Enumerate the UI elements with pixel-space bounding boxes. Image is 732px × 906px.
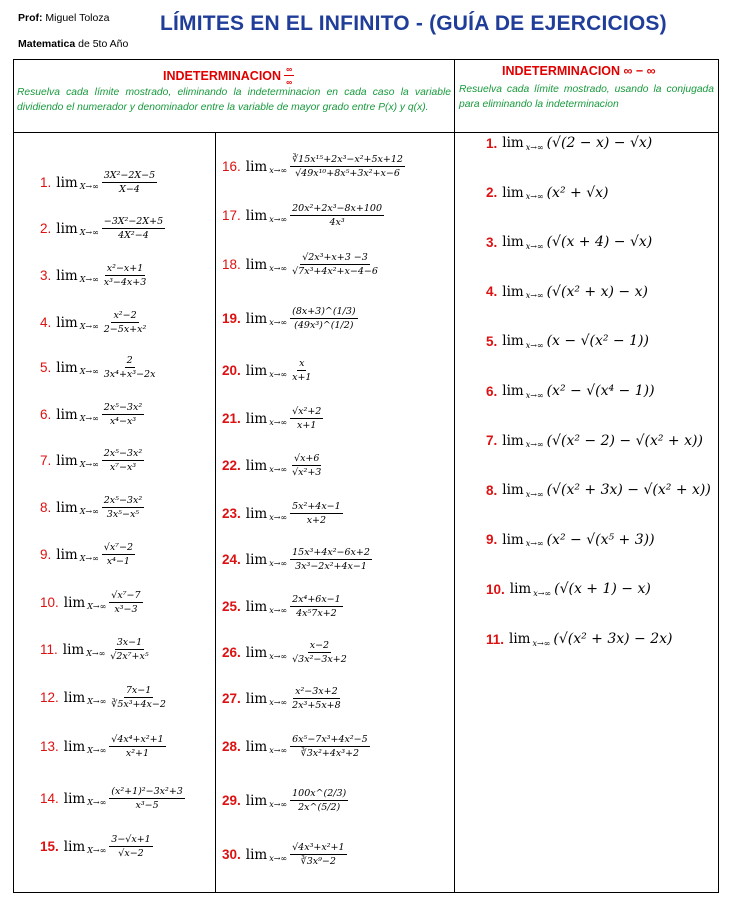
denominator: x+1 — [292, 372, 312, 383]
limit-operator: lim — [56, 267, 78, 284]
exercise-item — [222, 842, 347, 867]
numerator: (8x+3)^(1/3) — [292, 306, 356, 317]
fraction — [109, 734, 165, 759]
column-divider — [454, 59, 455, 893]
infinity-fraction — [284, 64, 294, 87]
exercise-number: 30. — [222, 847, 241, 862]
limit-subscript: X→∞ — [79, 367, 99, 376]
prof-label: Prof: — [18, 12, 43, 24]
numerator: √x⁷−7 — [111, 590, 141, 601]
course-rest: de 5to Año — [78, 38, 129, 50]
exercise-number: 25. — [222, 599, 241, 614]
limit-operator: lim — [245, 792, 268, 809]
limit-subscript: x→∞ — [525, 340, 544, 350]
fraction — [108, 637, 150, 662]
fraction — [102, 495, 144, 520]
denominator: x²+1 — [125, 748, 150, 759]
exercise-number: 3. — [40, 268, 52, 283]
denominator: ∛3x⁹−2 — [300, 856, 336, 867]
limit-subscript: x→∞ — [269, 606, 288, 615]
numerator: ∛15x¹⁵+2x³−x²+5x+12 — [292, 154, 403, 165]
numerator: √x⁷−2 — [103, 542, 133, 553]
limit-operator: lim — [245, 362, 268, 379]
exercise-item — [486, 383, 655, 399]
limit-operator: lim — [502, 333, 524, 350]
fraction — [102, 170, 157, 195]
exercise-number: 29. — [222, 793, 241, 808]
numerator: x²−2 — [113, 310, 137, 321]
exercise-item — [40, 590, 143, 615]
course-line — [18, 38, 128, 50]
numerator: 15x³+4x²−6x+2 — [292, 547, 370, 558]
exercise-number: 10. — [486, 581, 505, 597]
limit-operator: lim — [56, 359, 78, 376]
exercise-item — [222, 453, 323, 478]
exercise-number: 2. — [40, 221, 52, 236]
fraction — [290, 594, 343, 619]
fraction — [290, 734, 370, 759]
numerator: 20x²+2x³−8x+100 — [292, 203, 382, 214]
limit-operator: lim — [63, 790, 86, 807]
limit-operator: lim — [502, 234, 524, 251]
limit-subscript: x→∞ — [269, 698, 288, 707]
right-instructions: Resuelva cada límite mostrado, usando la conjugada para eliminando la indeterminacion — [459, 84, 714, 110]
limit-operator: lim — [245, 551, 268, 568]
exercise-item — [40, 542, 135, 567]
limit-subscript: x→∞ — [269, 465, 288, 474]
limit-operator: lim — [509, 631, 531, 647]
exercise-item — [40, 734, 166, 759]
limit-operator: lim — [245, 690, 268, 707]
limit-expression: (√(x² + 3x) − 2x) — [553, 631, 673, 647]
exercise-item — [40, 495, 144, 520]
limit-operator: lim — [63, 838, 86, 855]
numerator: 3−√x+1 — [111, 834, 151, 845]
limit-subscript: x→∞ — [525, 241, 544, 251]
exercise-number: 15. — [40, 839, 59, 854]
limit-subscript: x→∞ — [269, 370, 288, 379]
limit-operator: lim — [56, 220, 78, 237]
limit-subscript: x→∞ — [525, 390, 544, 400]
exercise-number: 11. — [40, 642, 58, 657]
limit-subscript: x→∞ — [533, 588, 552, 598]
denominator: x+1 — [297, 420, 317, 431]
limit-operator: lim — [502, 482, 524, 499]
exercise-number: 22. — [222, 458, 241, 473]
limit-operator: lim — [502, 432, 524, 449]
limit-operator: lim — [502, 383, 524, 399]
fraction — [109, 685, 168, 710]
exercise-number: 23. — [222, 506, 241, 521]
denominator: √x²+3 — [292, 467, 322, 478]
limit-operator: lim — [245, 410, 268, 427]
fraction — [290, 640, 349, 665]
denominator: (49x³)^(1/2) — [294, 320, 354, 331]
exercise-item — [486, 581, 651, 597]
exercise-number: 26. — [222, 645, 241, 660]
exercise-number: 9. — [40, 547, 52, 562]
limit-operator: lim — [62, 641, 85, 658]
left-instructions: Resuelva cada límite mostrado, eliminando la indeterminacion en cada caso la variable dividiendo el numerador y denominador entre la variable de mayor grado entre P(x) y q(x). — [17, 87, 451, 113]
exercise-number: 14. — [40, 791, 59, 806]
numerator: 2x⁵−3x² — [103, 448, 143, 459]
denominator: x⁷−x³ — [109, 462, 137, 473]
exercise-number: 28. — [222, 739, 241, 754]
limit-expression: (x² − √(x⁵ + 3)) — [546, 531, 655, 548]
exercise-item — [222, 203, 384, 228]
exercise-item — [40, 448, 144, 473]
fraction — [290, 306, 357, 331]
exercise-item — [486, 532, 655, 548]
exercise-number: 7. — [486, 433, 498, 449]
exercise-item — [222, 594, 343, 619]
denominator: √7x³+4x²+x−4−6 — [292, 266, 378, 277]
limit-subscript: X→∞ — [86, 649, 106, 658]
exercise-number: 4. — [40, 315, 52, 330]
limit-subscript: X→∞ — [79, 322, 99, 331]
column-divider — [215, 132, 216, 893]
denominator: √x−2 — [118, 848, 144, 859]
exercise-item — [222, 686, 343, 711]
numerator: x−2 — [309, 640, 330, 651]
exercise-number: 5. — [40, 360, 52, 375]
limit-expression: (√(x² + 3x) − √(x² + x)) — [546, 482, 711, 499]
limit-operator: lim — [245, 738, 268, 755]
exercise-number: 7. — [40, 453, 52, 468]
exercise-number: 12. — [40, 690, 59, 705]
denominator: 4x⁵7x+2 — [296, 608, 337, 619]
numerator: 2 — [126, 355, 133, 366]
exercise-number: 13. — [40, 739, 59, 754]
exercise-item — [486, 433, 703, 449]
denominator: 2x^(5/2) — [298, 802, 341, 813]
denominator: x³−4x+3 — [103, 277, 147, 288]
limit-subscript: X→∞ — [79, 228, 99, 237]
limit-operator: lim — [56, 546, 78, 563]
fraction — [109, 590, 142, 615]
limit-operator: lim — [245, 457, 268, 474]
exercise-number: 27. — [222, 691, 241, 706]
denominator: √3x²−3x+2 — [292, 654, 347, 665]
left-section-heading — [163, 64, 294, 87]
limit-expression: (√(x² + x) − x) — [546, 283, 648, 300]
fraction — [290, 203, 384, 228]
denominator: 2−5x+x² — [103, 324, 147, 335]
fraction — [102, 542, 135, 567]
exercise-item — [40, 170, 157, 195]
numerator: 2x⁵−3x² — [103, 495, 143, 506]
fraction — [102, 448, 144, 473]
limit-subscript: x→∞ — [269, 264, 288, 273]
limit-subscript: x→∞ — [269, 746, 288, 755]
fraction — [109, 786, 185, 811]
numerator: √4x⁴+x²+1 — [111, 734, 164, 745]
limit-subscript: x→∞ — [525, 142, 544, 152]
exercise-number: 17. — [222, 208, 241, 223]
exercise-number: 20. — [222, 363, 241, 378]
limit-operator: lim — [245, 505, 268, 522]
fraction — [102, 402, 144, 427]
heading-den: ∞ — [286, 77, 293, 87]
exercise-number: 9. — [486, 532, 498, 548]
limit-operator: lim — [63, 594, 86, 611]
limit-subscript: x→∞ — [269, 215, 288, 224]
numerator: 3X²−2X−5 — [103, 170, 156, 181]
exercise-number: 5. — [486, 333, 498, 349]
numerator: x²−3x+2 — [295, 686, 338, 697]
fraction — [102, 310, 149, 335]
numerator: (x²+1)²−3x²+3 — [111, 786, 183, 797]
denominator: √2x⁷+x⁵ — [110, 651, 149, 662]
exercise-item — [40, 834, 153, 859]
fraction — [290, 547, 372, 572]
fraction — [102, 216, 165, 241]
denominator: 2x³+5x+8 — [292, 700, 341, 711]
exercise-item — [222, 734, 370, 759]
exercise-item — [40, 637, 151, 662]
limit-operator: lim — [245, 598, 268, 615]
page-title: LÍMITES EN EL INFINITO - (GUÍA DE EJERCICIOS) — [160, 12, 667, 35]
exercise-number: 18. — [222, 257, 241, 272]
fraction — [290, 252, 380, 277]
limit-expression: (√(x + 1) − x) — [554, 581, 651, 598]
exercise-number: 8. — [486, 482, 498, 498]
denominator: 3x⁵−x⁵ — [106, 509, 140, 520]
denominator: 3x³−2x²+4x−1 — [295, 561, 367, 572]
limit-subscript: x→∞ — [269, 652, 288, 661]
exercise-item — [222, 154, 405, 179]
limit-expression: (√(x + 4) − √x) — [546, 234, 653, 251]
exercise-item — [222, 501, 343, 526]
exercise-number: 10. — [40, 595, 59, 610]
numerator: √4x³+x²+1 — [292, 842, 345, 853]
limit-subscript: x→∞ — [525, 291, 544, 301]
exercise-item — [486, 482, 711, 498]
denominator: 3x⁴+x³−2x — [103, 369, 156, 380]
exercise-number: 21. — [222, 411, 241, 426]
fraction — [290, 842, 346, 867]
denominator: 4X²−4 — [118, 230, 149, 241]
denominator: x³−3 — [114, 604, 138, 615]
limit-operator: lim — [56, 452, 78, 469]
limit-operator: lim — [245, 207, 268, 224]
exercise-number: 24. — [222, 552, 241, 567]
exercise-item — [40, 786, 185, 811]
exercise-item — [40, 685, 168, 710]
limit-subscript: X→∞ — [79, 275, 99, 284]
limit-operator: lim — [56, 174, 78, 191]
exercise-number: 6. — [486, 383, 498, 399]
limit-subscript: x→∞ — [525, 489, 544, 499]
limit-operator: lim — [245, 256, 268, 273]
exercise-number: 1. — [486, 135, 498, 151]
denominator: √49x¹⁰+8x⁵+3x²+x−6 — [295, 168, 400, 179]
teacher-line — [18, 12, 109, 24]
exercise-item — [222, 547, 372, 572]
limit-subscript: X→∞ — [87, 697, 107, 706]
denominator: x+2 — [306, 515, 327, 526]
denominator: ∛5x³+4x−2 — [111, 699, 166, 710]
limit-subscript: x→∞ — [525, 539, 544, 549]
limit-subscript: x→∞ — [525, 440, 544, 450]
heading-num: ∞ — [286, 64, 293, 74]
limit-expression: (x² − √(x⁴ − 1)) — [546, 383, 655, 399]
fraction — [290, 453, 323, 478]
numerator: 2x⁵−3x² — [103, 402, 143, 413]
exercise-item — [40, 310, 148, 335]
fraction — [102, 355, 158, 380]
numerator: 100x^(2/3) — [292, 788, 347, 799]
exercise-number: 3. — [486, 234, 498, 250]
limit-expression: (√(x² − 2) − √(x² + x)) — [546, 432, 703, 449]
denominator: ∛3x²+4x³+2 — [300, 748, 360, 759]
numerator: √x²+2 — [292, 406, 322, 417]
limit-operator: lim — [63, 689, 86, 706]
limit-operator: lim — [502, 184, 524, 201]
limit-operator: lim — [56, 406, 78, 423]
fraction — [290, 686, 343, 711]
left-heading-text: INDETERMINACION — [163, 68, 282, 83]
exercise-number: 11. — [486, 631, 505, 647]
exercise-item — [40, 355, 157, 380]
exercise-item — [222, 788, 348, 813]
prof-name: Miguel Toloza — [45, 12, 110, 24]
limit-operator: lim — [63, 738, 86, 755]
exercise-item — [40, 216, 165, 241]
right-section-heading: INDETERMINACION ∞ − ∞ — [502, 64, 656, 78]
limit-subscript: X→∞ — [79, 182, 99, 191]
fraction — [290, 154, 405, 179]
limit-subscript: X→∞ — [87, 746, 107, 755]
limit-operator: lim — [502, 283, 524, 300]
numerator: x — [299, 358, 305, 369]
limit-expression: (√(2 − x) − √x) — [546, 135, 653, 151]
limit-subscript: x→∞ — [525, 192, 544, 202]
exercise-number: 4. — [486, 284, 498, 300]
numerator: 5x²+4x−1 — [292, 501, 341, 512]
denominator: x⁴−x³ — [109, 416, 137, 427]
fraction — [290, 406, 323, 431]
course-label: Matematica — [18, 38, 76, 50]
fraction — [290, 501, 343, 526]
limit-subscript: x→∞ — [269, 318, 288, 327]
limit-subscript: x→∞ — [269, 418, 288, 427]
exercise-number: 8. — [40, 500, 52, 515]
limit-subscript: x→∞ — [532, 638, 551, 648]
limit-expression: (x² + √x) — [546, 184, 609, 201]
limit-subscript: X→∞ — [79, 460, 99, 469]
exercise-item — [222, 306, 358, 331]
limit-operator: lim — [245, 310, 268, 327]
limit-operator: lim — [56, 314, 78, 331]
exercise-number: 19. — [222, 311, 241, 326]
exercise-item — [40, 402, 144, 427]
limit-subscript: X→∞ — [87, 846, 107, 855]
exercise-item — [486, 284, 648, 300]
exercise-number: 1. — [40, 175, 52, 190]
exercise-item — [486, 631, 673, 647]
limit-subscript: X→∞ — [87, 798, 107, 807]
row-divider — [13, 132, 719, 133]
numerator: √2x³+x+3 −3 — [302, 252, 368, 263]
numerator: 2x⁴+6x−1 — [292, 594, 341, 605]
exercise-number: 16. — [222, 159, 241, 174]
exercise-item — [222, 358, 313, 383]
denominator: 4x³ — [329, 217, 345, 228]
limit-operator: lim — [502, 135, 524, 151]
exercise-item — [486, 234, 652, 250]
numerator: −3X²−2X+5 — [103, 216, 164, 227]
limit-subscript: X→∞ — [87, 602, 107, 611]
exercise-item — [486, 185, 608, 201]
exercise-item — [40, 263, 148, 288]
numerator: 7x−1 — [125, 685, 152, 696]
numerator: √x+6 — [294, 453, 320, 464]
limit-subscript: X→∞ — [79, 414, 99, 423]
fraction — [102, 263, 149, 288]
denominator: X−4 — [119, 184, 140, 195]
fraction — [109, 834, 152, 859]
exercise-item — [222, 252, 380, 277]
limit-operator: lim — [509, 581, 532, 598]
exercise-number: 6. — [40, 407, 52, 422]
limit-operator: lim — [502, 531, 524, 548]
limit-subscript: x→∞ — [269, 800, 288, 809]
limit-subscript: x→∞ — [269, 513, 288, 522]
limit-operator: lim — [56, 499, 78, 516]
denominator: x⁴−1 — [106, 556, 130, 567]
limit-subscript: x→∞ — [269, 559, 288, 568]
exercise-item — [486, 333, 649, 349]
limit-operator: lim — [245, 846, 268, 863]
fraction — [290, 358, 313, 383]
limit-subscript: x→∞ — [269, 854, 288, 863]
limit-expression: (x − √(x² − 1)) — [546, 333, 649, 350]
limit-subscript: X→∞ — [79, 507, 99, 516]
limit-subscript: x→∞ — [269, 166, 288, 175]
limit-operator: lim — [245, 158, 268, 175]
numerator: 6x⁵−7x³+4x²−5 — [292, 734, 368, 745]
fraction — [290, 788, 348, 813]
exercise-item — [222, 640, 349, 665]
limit-subscript: X→∞ — [79, 554, 99, 563]
exercise-item — [486, 135, 652, 151]
numerator: x²−x+1 — [106, 263, 144, 274]
exercise-item — [222, 406, 323, 431]
limit-operator: lim — [245, 644, 268, 661]
numerator: 3x−1 — [116, 637, 143, 648]
denominator: x³−5 — [135, 800, 159, 811]
exercise-number: 2. — [486, 185, 498, 201]
